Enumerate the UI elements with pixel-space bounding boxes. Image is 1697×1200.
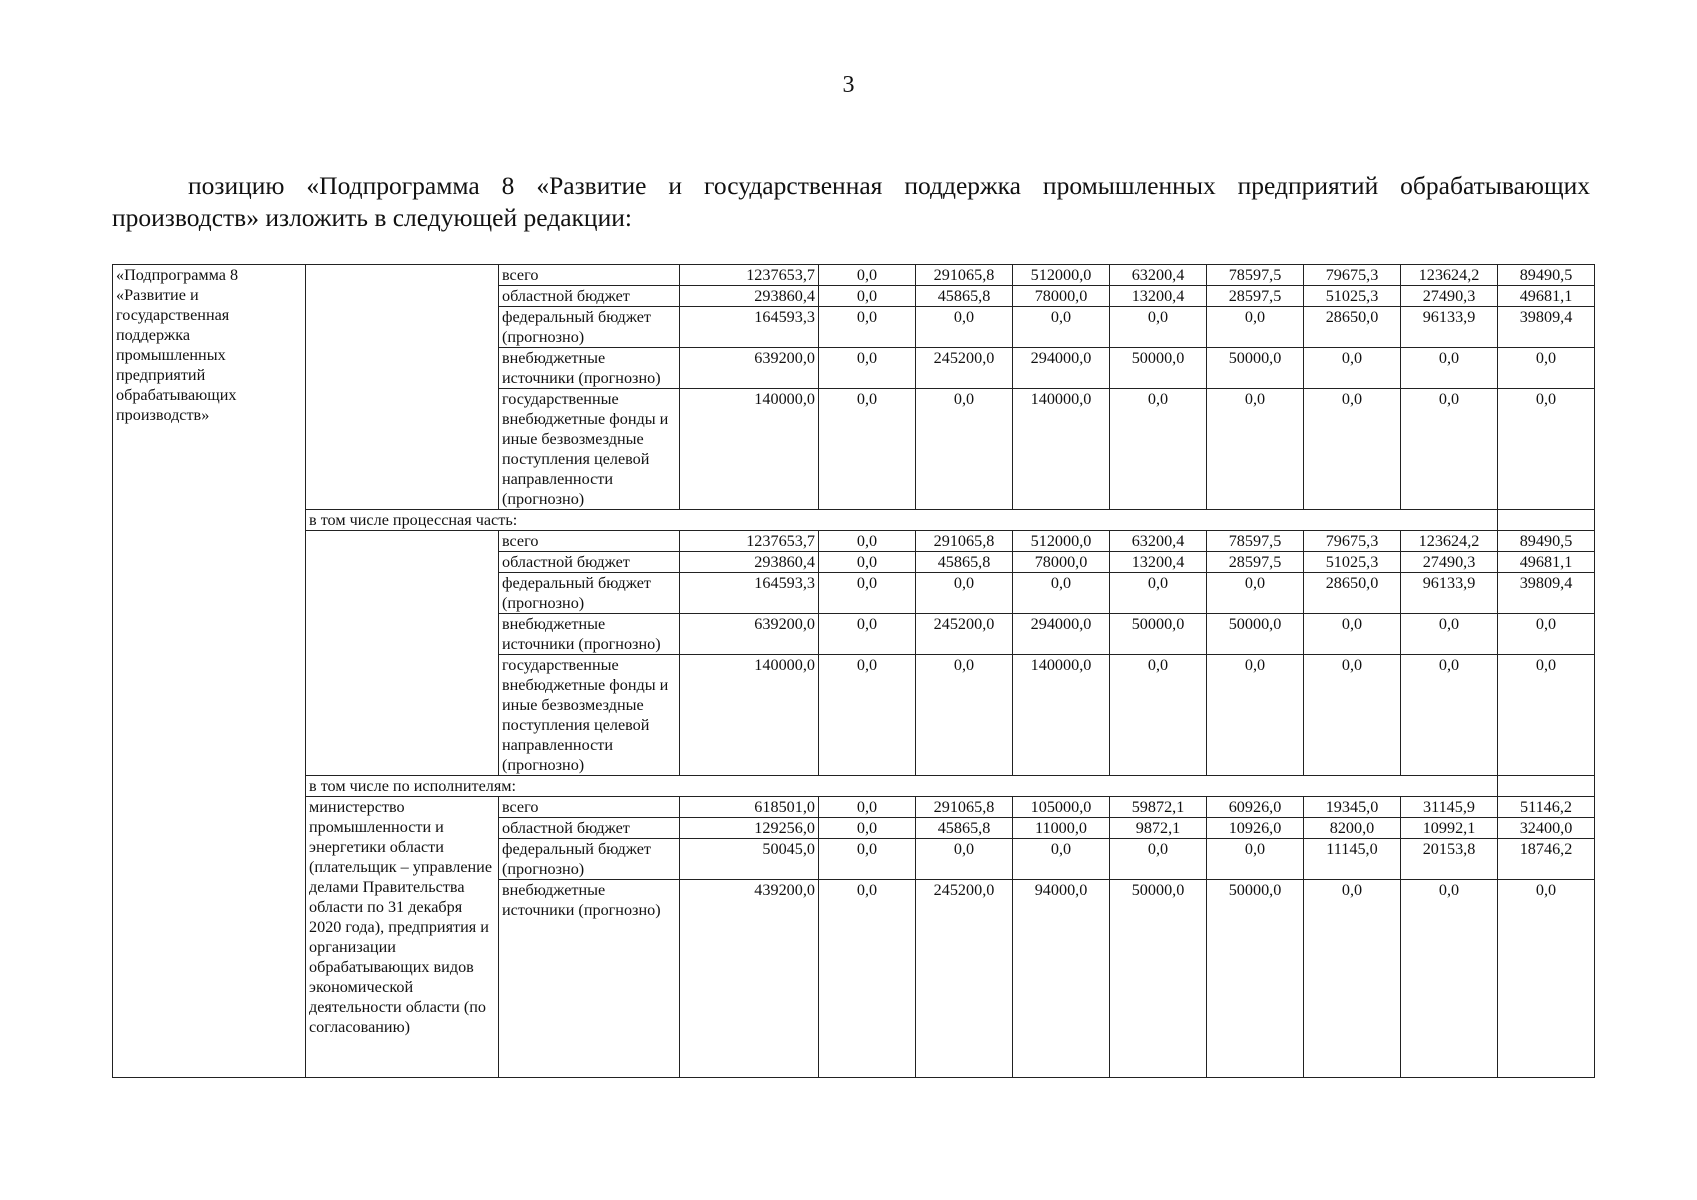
table-cell: 96133,9 bbox=[1401, 307, 1498, 348]
table-cell: 291065,8 bbox=[916, 265, 1013, 286]
table-cell: 0,0 bbox=[916, 389, 1013, 510]
table-cell: 13200,4 bbox=[1110, 286, 1207, 307]
table-cell: 0,0 bbox=[1401, 880, 1498, 1078]
table-cell: 245200,0 bbox=[916, 614, 1013, 655]
section-row bbox=[113, 510, 1595, 531]
row-label: внебюджетные источники (прогнозно) bbox=[499, 614, 680, 655]
table-cell: 0,0 bbox=[819, 552, 916, 573]
table-cell: 0,0 bbox=[819, 797, 916, 818]
table-cell: 78597,5 bbox=[1207, 265, 1304, 286]
table-cell: 0,0 bbox=[1013, 307, 1110, 348]
program-name-cell: «Подпрограмма 8 «Развитие и государственная поддержка промышленных предприятий обрабатывающих производств» bbox=[113, 265, 306, 1078]
blank-cell bbox=[306, 531, 499, 776]
table-cell: 0,0 bbox=[1110, 655, 1207, 776]
table-cell: 78597,5 bbox=[1207, 531, 1304, 552]
page-number: 3 bbox=[842, 72, 855, 98]
blank-cell bbox=[1498, 510, 1595, 531]
table-cell: 140000,0 bbox=[680, 389, 819, 510]
table-cell: 0,0 bbox=[819, 265, 916, 286]
table-cell: 59872,1 bbox=[1110, 797, 1207, 818]
table-cell: 89490,5 bbox=[1498, 531, 1595, 552]
table-cell: 27490,3 bbox=[1401, 286, 1498, 307]
table-row bbox=[113, 265, 1595, 286]
table-cell: 0,0 bbox=[819, 307, 916, 348]
table-cell: 140000,0 bbox=[1013, 389, 1110, 510]
row-label: федеральный бюджет (прогнозно) bbox=[499, 839, 680, 880]
table-cell: 20153,8 bbox=[1401, 839, 1498, 880]
table-cell: 13200,4 bbox=[1110, 552, 1207, 573]
table-cell: 0,0 bbox=[1401, 655, 1498, 776]
row-label: всего bbox=[499, 531, 680, 552]
section-heading: в том числе процессная часть: bbox=[306, 510, 1498, 531]
table-cell: 51146,2 bbox=[1498, 797, 1595, 818]
table-cell: 123624,2 bbox=[1401, 531, 1498, 552]
table-cell: 512000,0 bbox=[1013, 531, 1110, 552]
table-cell: 245200,0 bbox=[916, 348, 1013, 389]
row-label: всего bbox=[499, 265, 680, 286]
table-cell: 50045,0 bbox=[680, 839, 819, 880]
table-cell: 140000,0 bbox=[680, 655, 819, 776]
table-cell: 50000,0 bbox=[1207, 348, 1304, 389]
table-cell: 45865,8 bbox=[916, 286, 1013, 307]
table-cell: 51025,3 bbox=[1304, 286, 1401, 307]
table-cell: 0,0 bbox=[1110, 307, 1207, 348]
table-cell: 8200,0 bbox=[1304, 818, 1401, 839]
table-cell: 0,0 bbox=[1498, 614, 1595, 655]
table-cell: 10992,1 bbox=[1401, 818, 1498, 839]
section-row bbox=[113, 776, 1595, 797]
budget-table bbox=[112, 264, 1595, 1078]
table-cell: 49681,1 bbox=[1498, 552, 1595, 573]
table-cell: 0,0 bbox=[1207, 389, 1304, 510]
table-cell: 439200,0 bbox=[680, 880, 819, 1078]
table-cell: 0,0 bbox=[1013, 839, 1110, 880]
table-cell: 0,0 bbox=[1304, 614, 1401, 655]
table-cell: 45865,8 bbox=[916, 552, 1013, 573]
row-label: областной бюджет bbox=[499, 818, 680, 839]
table-cell: 0,0 bbox=[819, 286, 916, 307]
blank-cell bbox=[1498, 776, 1595, 797]
table-cell: 0,0 bbox=[1498, 880, 1595, 1078]
table-cell: 28650,0 bbox=[1304, 573, 1401, 614]
table-cell: 291065,8 bbox=[916, 531, 1013, 552]
table-cell: 0,0 bbox=[1207, 573, 1304, 614]
table-cell: 0,0 bbox=[819, 839, 916, 880]
table-cell: 0,0 bbox=[819, 573, 916, 614]
table-cell: 164593,3 bbox=[680, 573, 819, 614]
table-cell: 0,0 bbox=[916, 839, 1013, 880]
table-cell: 0,0 bbox=[1110, 573, 1207, 614]
table-cell: 19345,0 bbox=[1304, 797, 1401, 818]
table-cell: 164593,3 bbox=[680, 307, 819, 348]
table-cell: 639200,0 bbox=[680, 614, 819, 655]
table-cell: 0,0 bbox=[1498, 348, 1595, 389]
table-cell: 11145,0 bbox=[1304, 839, 1401, 880]
table-cell: 0,0 bbox=[819, 348, 916, 389]
table-cell: 89490,5 bbox=[1498, 265, 1595, 286]
table-cell: 0,0 bbox=[819, 389, 916, 510]
table-cell: 294000,0 bbox=[1013, 614, 1110, 655]
table-cell: 245200,0 bbox=[916, 880, 1013, 1078]
table-cell: 10926,0 bbox=[1207, 818, 1304, 839]
executor-name-cell: министерство промышленности и энергетики области (плательщик – управление делами Правительства области по 31 декабря 2020 года), предприятия и организации обрабатывающих видов экономической деятельности области (по согласованию) bbox=[306, 797, 499, 1078]
table-cell: 0,0 bbox=[1013, 573, 1110, 614]
table-cell: 50000,0 bbox=[1207, 614, 1304, 655]
table-cell: 0,0 bbox=[1304, 348, 1401, 389]
table-cell: 28650,0 bbox=[1304, 307, 1401, 348]
row-label: внебюджетные источники (прогнозно) bbox=[499, 880, 680, 1078]
table-cell: 105000,0 bbox=[1013, 797, 1110, 818]
table-cell: 78000,0 bbox=[1013, 286, 1110, 307]
table-cell: 0,0 bbox=[1207, 307, 1304, 348]
table-cell: 96133,9 bbox=[1401, 573, 1498, 614]
table-cell: 0,0 bbox=[1401, 614, 1498, 655]
table-cell: 0,0 bbox=[916, 573, 1013, 614]
table-cell: 79675,3 bbox=[1304, 265, 1401, 286]
table-cell: 63200,4 bbox=[1110, 531, 1207, 552]
table-cell: 27490,3 bbox=[1401, 552, 1498, 573]
table-cell: 0,0 bbox=[916, 655, 1013, 776]
row-label: федеральный бюджет (прогнозно) bbox=[499, 307, 680, 348]
table-cell: 28597,5 bbox=[1207, 286, 1304, 307]
table-cell: 293860,4 bbox=[680, 286, 819, 307]
table-cell: 45865,8 bbox=[916, 818, 1013, 839]
table-cell: 0,0 bbox=[1207, 839, 1304, 880]
table-cell: 51025,3 bbox=[1304, 552, 1401, 573]
table-cell: 0,0 bbox=[1207, 655, 1304, 776]
table-cell: 0,0 bbox=[819, 880, 916, 1078]
table-row bbox=[113, 797, 1595, 818]
intro-paragraph: позицию «Подпрограмма 8 «Развитие и государственная поддержка промышленных предприятий обрабатывающих производств» изложить в следующей редакции: bbox=[112, 171, 1590, 232]
table-cell: 79675,3 bbox=[1304, 531, 1401, 552]
table-cell: 0,0 bbox=[819, 818, 916, 839]
table-cell: 0,0 bbox=[1401, 348, 1498, 389]
blank-cell bbox=[306, 265, 499, 510]
table-cell: 94000,0 bbox=[1013, 880, 1110, 1078]
table-cell: 0,0 bbox=[819, 655, 916, 776]
table-cell: 0,0 bbox=[819, 531, 916, 552]
table-cell: 512000,0 bbox=[1013, 265, 1110, 286]
table-cell: 291065,8 bbox=[916, 797, 1013, 818]
table-cell: 78000,0 bbox=[1013, 552, 1110, 573]
table-cell: 1237653,7 bbox=[680, 265, 819, 286]
table-cell: 50000,0 bbox=[1110, 614, 1207, 655]
table-cell: 50000,0 bbox=[1207, 880, 1304, 1078]
table-cell: 9872,1 bbox=[1110, 818, 1207, 839]
table-cell: 18746,2 bbox=[1498, 839, 1595, 880]
table-cell: 293860,4 bbox=[680, 552, 819, 573]
table-cell: 50000,0 bbox=[1110, 348, 1207, 389]
table-cell: 129256,0 bbox=[680, 818, 819, 839]
table-cell: 49681,1 bbox=[1498, 286, 1595, 307]
table-cell: 140000,0 bbox=[1013, 655, 1110, 776]
table-row bbox=[113, 531, 1595, 552]
table-cell: 1237653,7 bbox=[680, 531, 819, 552]
table-cell: 0,0 bbox=[1498, 655, 1595, 776]
table-cell: 28597,5 bbox=[1207, 552, 1304, 573]
table-cell: 0,0 bbox=[1110, 389, 1207, 510]
table-cell: 0,0 bbox=[1401, 389, 1498, 510]
row-label: государственные внебюджетные фонды и иные безвозмездные поступления целевой направленности (прогнозно) bbox=[499, 655, 680, 776]
table-cell: 0,0 bbox=[1304, 655, 1401, 776]
table-cell: 63200,4 bbox=[1110, 265, 1207, 286]
table-cell: 123624,2 bbox=[1401, 265, 1498, 286]
row-label: областной бюджет bbox=[499, 286, 680, 307]
row-label: всего bbox=[499, 797, 680, 818]
table-cell: 0,0 bbox=[819, 614, 916, 655]
table-cell: 11000,0 bbox=[1013, 818, 1110, 839]
table-cell: 0,0 bbox=[916, 307, 1013, 348]
table-cell: 639200,0 bbox=[680, 348, 819, 389]
table-cell: 0,0 bbox=[1498, 389, 1595, 510]
table-cell: 0,0 bbox=[1110, 839, 1207, 880]
row-label: федеральный бюджет (прогнозно) bbox=[499, 573, 680, 614]
row-label: областной бюджет bbox=[499, 552, 680, 573]
row-label: внебюджетные источники (прогнозно) bbox=[499, 348, 680, 389]
row-label: государственные внебюджетные фонды и иные безвозмездные поступления целевой направленности (прогнозно) bbox=[499, 389, 680, 510]
table-cell: 31145,9 bbox=[1401, 797, 1498, 818]
table-cell: 39809,4 bbox=[1498, 307, 1595, 348]
table-cell: 60926,0 bbox=[1207, 797, 1304, 818]
table-cell: 39809,4 bbox=[1498, 573, 1595, 614]
table-cell: 294000,0 bbox=[1013, 348, 1110, 389]
section-heading: в том числе по исполнителям: bbox=[306, 776, 1498, 797]
table-cell: 0,0 bbox=[1304, 880, 1401, 1078]
table-cell: 32400,0 bbox=[1498, 818, 1595, 839]
table-cell: 0,0 bbox=[1304, 389, 1401, 510]
table-cell: 618501,0 bbox=[680, 797, 819, 818]
table-cell: 50000,0 bbox=[1110, 880, 1207, 1078]
